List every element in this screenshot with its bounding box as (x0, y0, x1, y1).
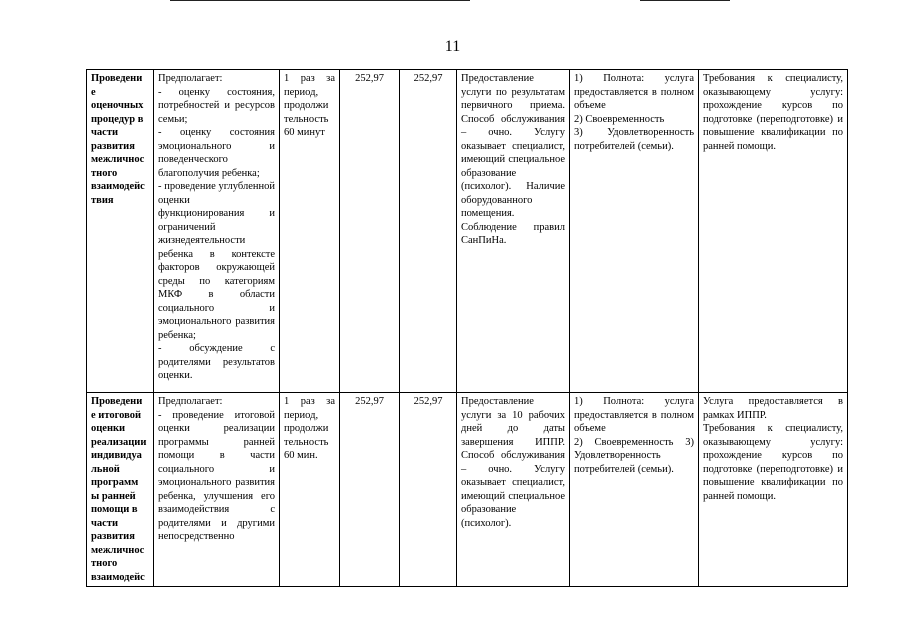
content-line: - оценку состояния, потребностей и ресурсов семьи; (158, 86, 275, 125)
table-row (87, 70, 848, 393)
service-value-1: 252,97 (340, 70, 400, 393)
service-content (154, 70, 280, 393)
quality-line: 1) Полнота: услуга предоставляется в полном объеме (574, 73, 694, 111)
content-line: - оценку состояния эмоционального и поведенческого благополучия ребенка; (158, 127, 275, 179)
service-requirements (699, 393, 848, 587)
content-line: - проведение углубленной оценки функционирования и ограничений жизнедеятельности ребенка в контексте факторов окружающей среды по категориям МКФ в области социального и эмоционального развития ребенка; (158, 181, 275, 341)
page-number: 11 (444, 38, 461, 55)
service-name: Проведени е оценочных процедур в части развития межличнос тного взаимодейс твия (87, 70, 154, 393)
service-requirements: Требования к специалисту, оказывающему услугу: прохождение курсов по подготовке (переподготовке) и повышение квалификации по ранней помощи. (699, 70, 848, 393)
service-frequency: 1 раз за период, продолжи тельность 60 мин. (280, 393, 340, 587)
service-conditions: Предоставление услуги за 10 рабочих дней до даты завершения ИППР. Способ обслуживания – очно. Услугу оказывает специалист, имеющий специальное образование (психолог). (457, 393, 570, 587)
content-line: - проведение итоговой оценки реализации программы ранней помощи в части социального и эмоционального развития ребенка, улучшения его взаимодействия с родителями и другими непосредственно (158, 409, 275, 542)
service-content (154, 393, 280, 587)
services-table (86, 69, 848, 587)
table-row (87, 393, 848, 587)
service-name: Проведени е итоговой оценки реализации индивидуа льной программ ы ранней помощи в части развития межличнос тного взаимодейс (87, 393, 154, 587)
service-quality (570, 70, 699, 393)
service-conditions: Предоставление услуги по результатам первичного приема. Способ обслуживания – очно. Услугу оказывает специалист, имеющий специальное образование (психолог). Наличие оборудованного помещения. Соблюдение правил СанПиНа. (457, 70, 570, 393)
requirements-line: Требования к специалисту, оказывающему услугу: прохождение курсов по подготовке (переподготовке) и повышение квалификации по ранней помощи. (703, 423, 843, 502)
page-top-edge-right (640, 0, 730, 1)
content-line: Предполагает: (158, 73, 223, 84)
service-frequency: 1 раз за период, продолжи тельность 60 минут (280, 70, 340, 393)
service-value-2: 252,97 (400, 70, 457, 393)
service-value-1: 252,97 (340, 393, 400, 587)
content-line: Предполагает: (158, 396, 223, 407)
page-top-edge (170, 0, 470, 1)
service-quality (570, 393, 699, 587)
quality-line: 2) Своевременность (574, 113, 665, 125)
requirements-line: Услуга предоставляется в рамках ИППР. (703, 396, 843, 421)
content-line: - обсуждение с родителями результатов оценки. (158, 343, 275, 381)
quality-line: 1) Полнота: услуга предоставляется в полном объеме (574, 396, 694, 434)
quality-line: 2) Своевременность 3) Удовлетворенность потребителей (семьи). (574, 436, 694, 475)
service-value-2: 252,97 (400, 393, 457, 587)
quality-line: 3) Удовлетворенность потребителей (семьи). (574, 127, 694, 152)
